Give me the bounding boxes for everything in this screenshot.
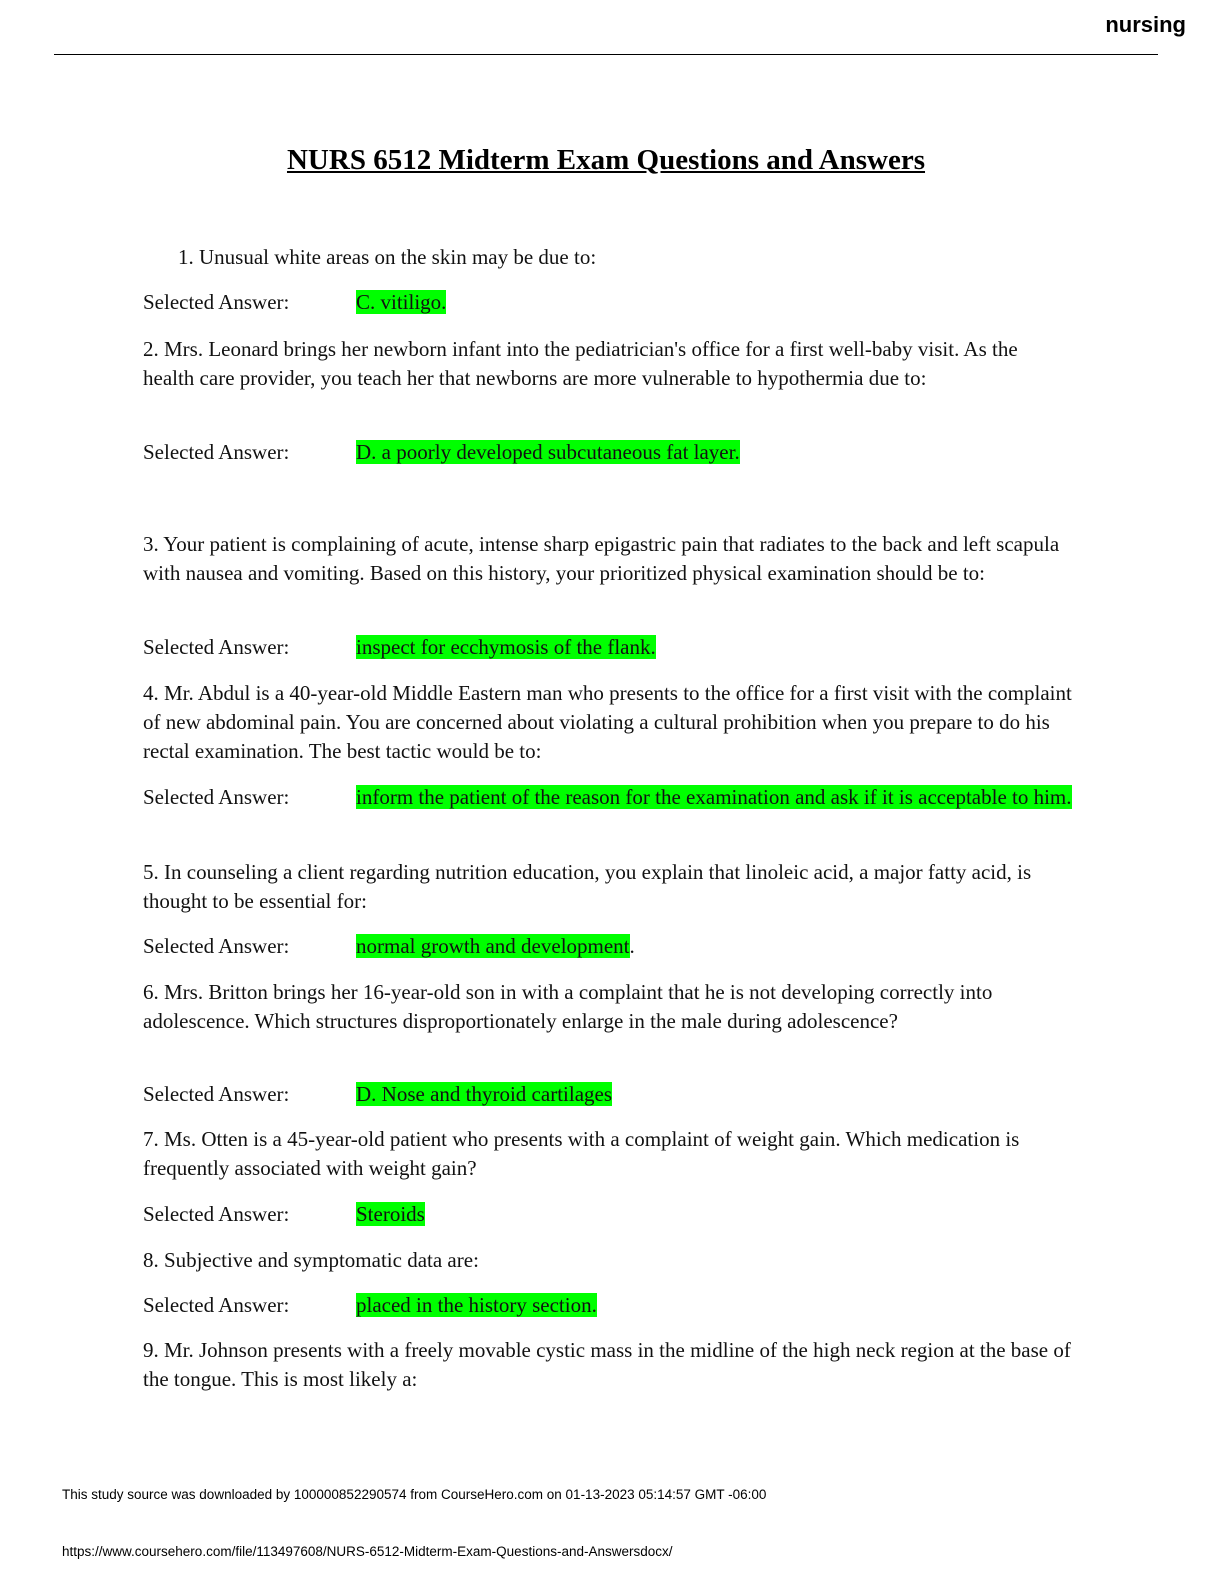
answer-row-5 [143, 932, 1073, 961]
header-divider [54, 54, 1158, 55]
answer-label: Selected Answer: [143, 785, 290, 809]
question-7: 7. Ms. Otten is a 45-year-old patient who presents with a complaint of weight gain. Which medication is frequently associated with weight gain? [143, 1127, 1020, 1180]
answer-suffix-5: . [629, 934, 635, 958]
answer-row-2 [143, 438, 1073, 467]
answer-row-6 [143, 1080, 1073, 1109]
answer-label: Selected Answer: [143, 1202, 290, 1226]
answer-label: Selected Answer: [143, 440, 290, 464]
selected-answer-1: C. vitiligo. [356, 290, 447, 314]
selected-answer-3: inspect for ecchymosis of the flank. [356, 635, 656, 659]
footer-url[interactable]: https://www.coursehero.com/file/113497608/NURS-6512-Midterm-Exam-Questions-and-Answersdocx/ [62, 1544, 673, 1559]
answer-label: Selected Answer: [143, 290, 290, 314]
selected-answer-6: D. Nose and thyroid cartilages [356, 1082, 613, 1106]
answer-row-4 [143, 783, 1073, 812]
question-2: 2. Mrs. Leonard brings her newborn infant into the pediatrician's office for a first well-baby visit. As the health care provider, you teach her that newborns are more vulnerable to hypothermia due to: [143, 337, 1018, 390]
footer-source-note: This study source was downloaded by 100000852290574 from CourseHero.com on 01-13-2023 05:14:57 GMT -06:00 [62, 1487, 767, 1502]
answer-row-7 [143, 1200, 1073, 1229]
answer-label: Selected Answer: [143, 1293, 290, 1317]
selected-answer-5: normal growth and development [356, 934, 630, 958]
question-9: 9. Mr. Johnson presents with a freely movable cystic mass in the midline of the high neck region at the base of the tongue. This is most likely a: [143, 1338, 1071, 1391]
selected-answer-4: inform the patient of the reason for the examination and ask if it is acceptable to him. [356, 785, 1072, 809]
selected-answer-8: placed in the history section. [356, 1293, 597, 1317]
selected-answer-2: D. a poorly developed subcutaneous fat layer. [356, 440, 740, 464]
question-8: 8. Subjective and symptomatic data are: [143, 1248, 479, 1272]
question-4: 4. Mr. Abdul is a 40-year-old Middle Eastern man who presents to the office for a first visit with the complaint of new abdominal pain. You are concerned about violating a cultural prohibition when you prepare to do his rectal examination. The best tactic would be to: [143, 681, 1072, 763]
answer-label: Selected Answer: [143, 1082, 290, 1106]
selected-answer-7: Steroids [356, 1202, 425, 1226]
answer-label: Selected Answer: [143, 934, 290, 958]
answer-row-3 [143, 633, 1073, 662]
page-title: NURS 6512 Midterm Exam Questions and Answers [286, 144, 926, 176]
question-1: 1. Unusual white areas on the skin may be due to: [178, 245, 597, 269]
answer-label: Selected Answer: [143, 635, 290, 659]
question-5: 5. In counseling a client regarding nutrition education, you explain that linoleic acid, a major fatty acid, is thought to be essential for: [143, 860, 1032, 913]
answer-row-8 [143, 1291, 1073, 1320]
header-label: nursing [1105, 12, 1186, 37]
question-6: 6. Mrs. Britton brings her 16-year-old son in with a complaint that he is not developing correctly into adolescence. Which structures disproportionately enlarge in the male during adolescence? [143, 980, 993, 1033]
question-3: 3. Your patient is complaining of acute, intense sharp epigastric pain that radiates to the back and left scapula with nausea and vomiting. Based on this history, your prioritized physical examination should be to: [143, 532, 1060, 585]
answer-row-1 [143, 288, 1073, 317]
